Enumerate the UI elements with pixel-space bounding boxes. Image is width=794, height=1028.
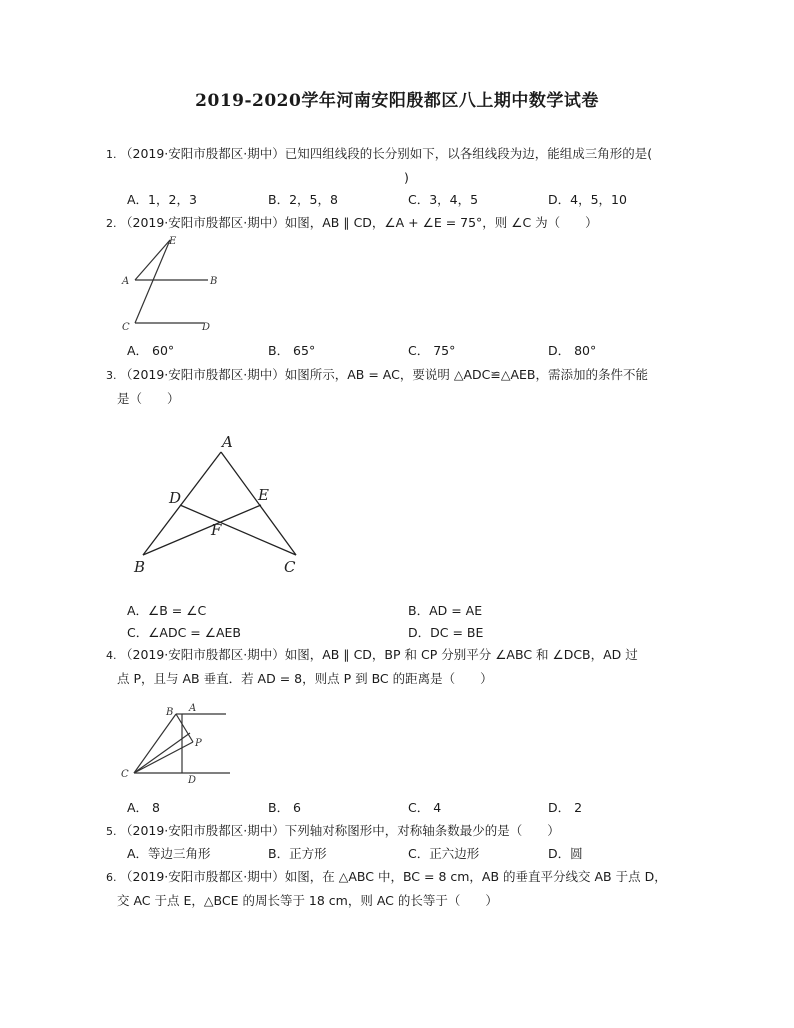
option-c: C．3，4，5 <box>408 192 479 207</box>
option-a: A．1，2，3 <box>127 192 197 207</box>
question-number: 5. <box>106 825 117 838</box>
figure-parallel-lines <box>118 232 228 336</box>
question-text: （2019·安阳市殷都区·期中）如图，在 △ABC 中，BC = 8 cm，AB 的垂直平分线交 AB 于点 D， <box>120 869 667 884</box>
label-d: D <box>202 322 211 333</box>
label-a: A <box>222 433 233 451</box>
label-a: A <box>122 276 130 287</box>
question-text: （2019·安阳市殷都区·期中）如图所示，AB = AC，要说明 △ADC≌△AEB，需添加的条件不能 <box>120 367 648 382</box>
question-number: 2. <box>106 217 117 230</box>
question-text-continuation: 点 P，且与 AB 垂直．若 AD = 8，则点 P 到 BC 的距离是（ ） <box>117 671 493 686</box>
label-b: B <box>166 707 174 718</box>
option-d: D．4，5，10 <box>548 192 627 207</box>
question-number: 1. <box>106 148 117 161</box>
page-title: 2019-2020学年河南安阳殷都区八上期中数学试卷 <box>195 91 599 111</box>
option-c: C．正六边形 <box>408 846 480 861</box>
question-number: 3. <box>106 369 117 382</box>
label-b: B <box>210 276 218 287</box>
label-e: E <box>169 236 177 247</box>
option-a: A．等边三角形 <box>127 846 211 861</box>
option-b: B．2，5，8 <box>268 192 338 207</box>
label-p: P <box>195 738 202 749</box>
label-b: B <box>134 558 146 576</box>
option-c: C． 4 <box>408 800 442 815</box>
option-b: B． 65° <box>268 343 316 358</box>
label-d: D <box>188 775 197 786</box>
option-d: D． 2 <box>548 800 583 815</box>
option-d: D． 80° <box>548 343 597 358</box>
option-a: A．∠B = ∠C <box>127 603 207 618</box>
label-f: F <box>211 521 222 539</box>
label-a: A <box>189 703 197 714</box>
option-b: B．正方形 <box>268 846 327 861</box>
question-text: （2019·安阳市殷都区·期中）如图，AB ∥ CD，BP 和 CP 分别平分 ∠ABC 和 ∠DCB，AD 过 <box>120 647 638 662</box>
question-number: 4. <box>106 649 117 662</box>
question-text-continuation: 交 AC 于点 E，△BCE 的周长等于 18 cm，则 AC 的长等于（ ） <box>117 893 498 908</box>
option-a: A． 8 <box>127 800 160 815</box>
option-c: C．∠ADC = ∠AEB <box>127 625 241 640</box>
question-number: 6. <box>106 871 117 884</box>
option-b: B． 6 <box>268 800 302 815</box>
label-e: E <box>258 486 269 504</box>
label-c: C <box>284 558 296 576</box>
question-text: （2019·安阳市殷都区·期中）已知四组线段的长分别如下，以各组线段为边，能组成三角形的是( <box>120 146 653 161</box>
label-c: C <box>121 769 129 780</box>
question-text-continuation: 是（ ） <box>117 391 180 406</box>
option-d: D．DC = BE <box>408 625 484 640</box>
option-b: B．AD = AE <box>408 603 483 618</box>
question-text-continuation: ) <box>404 170 409 185</box>
figure-triangle-abc <box>128 430 308 578</box>
label-d: D <box>169 489 182 507</box>
figure-angle-bisectors <box>118 700 238 786</box>
question-text: （2019·安阳市殷都区·期中）如图，AB ∥ CD，∠A + ∠E = 75°，则 ∠C 为（ ） <box>120 215 598 230</box>
option-d: D．圆 <box>548 846 583 861</box>
option-a: A． 60° <box>127 343 175 358</box>
question-text: （2019·安阳市殷都区·期中）下列轴对称图形中，对称轴条数最少的是（ ） <box>120 823 560 838</box>
label-c: C <box>122 322 130 333</box>
option-c: C． 75° <box>408 343 456 358</box>
